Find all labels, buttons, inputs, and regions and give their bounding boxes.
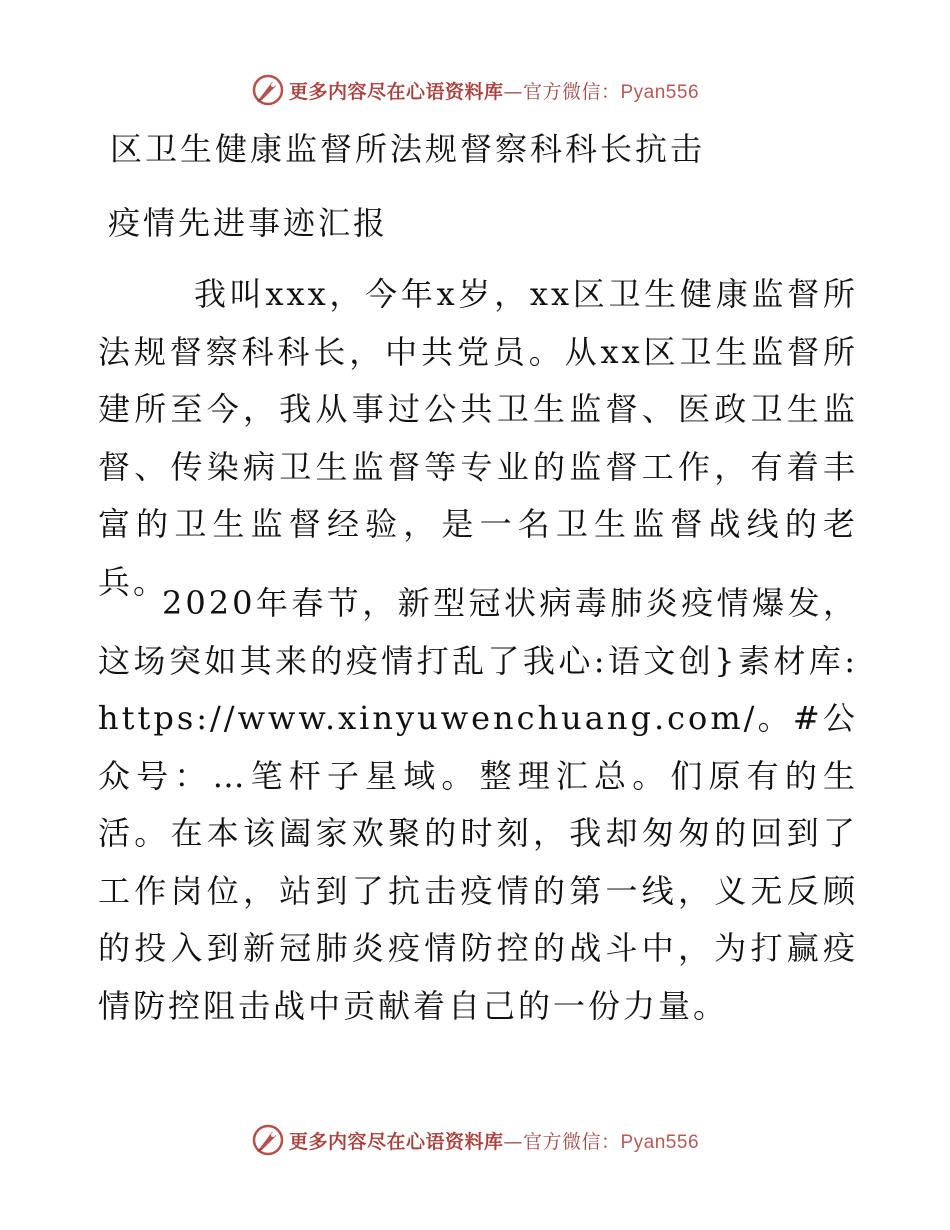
header-brand: 更多内容尽在心语资料库 xyxy=(288,80,504,103)
footer-banner-text xyxy=(289,1127,699,1154)
body-paragraph-2: 2020年春节，新型冠状病毒肺炎疫情爆发，这场突如其来的疫情打乱了我心:语文创}素材库:https://www.xinyuwenchuang.com/。#公众号：…笔杆子星域。整理汇总。们原有的生活。在本该阖家欢聚的时刻，我却匆匆的回到了工作岗位，站到了抗击疫情的第一线，义无反顾的投入到新冠肺炎疫情防控的战斗中，为打赢疫情防控阻击战中贡献着自己的一份力量。 xyxy=(98,584,858,1025)
footer-wechat-label: 官方微信： xyxy=(522,1130,621,1153)
footer-wechat-id: Pyan556 xyxy=(620,1131,700,1153)
header-banner xyxy=(0,70,950,110)
pen-nib-logo-icon xyxy=(251,73,285,107)
header-wechat-id: Pyan556 xyxy=(620,81,700,103)
header-wechat-label: 官方微信： xyxy=(522,80,621,103)
footer-brand: 更多内容尽在心语资料库 xyxy=(288,1130,504,1153)
document-title-line-2: 疫情先进事迹汇报 xyxy=(108,204,389,242)
header-separator: — xyxy=(503,80,523,103)
footer-banner xyxy=(0,1120,950,1160)
footer-separator: — xyxy=(503,1130,523,1153)
body-paragraph-1: 我叫xxx，今年x岁，xx区卫生健康监督所法规督察科科长，中共党员。从xx区卫生监督所建所至今，我从事过公共卫生监督、医政卫生监督、传染病卫生监督等专业的监督工作，有着丰富的卫生监督经验，是一名卫生监督战线的老兵。 xyxy=(98,275,858,601)
header-banner-text xyxy=(289,77,699,104)
pen-nib-logo-icon xyxy=(251,1123,285,1157)
document-title-line-1: 区卫生健康监督所法规督察科科长抗击 xyxy=(110,130,706,168)
